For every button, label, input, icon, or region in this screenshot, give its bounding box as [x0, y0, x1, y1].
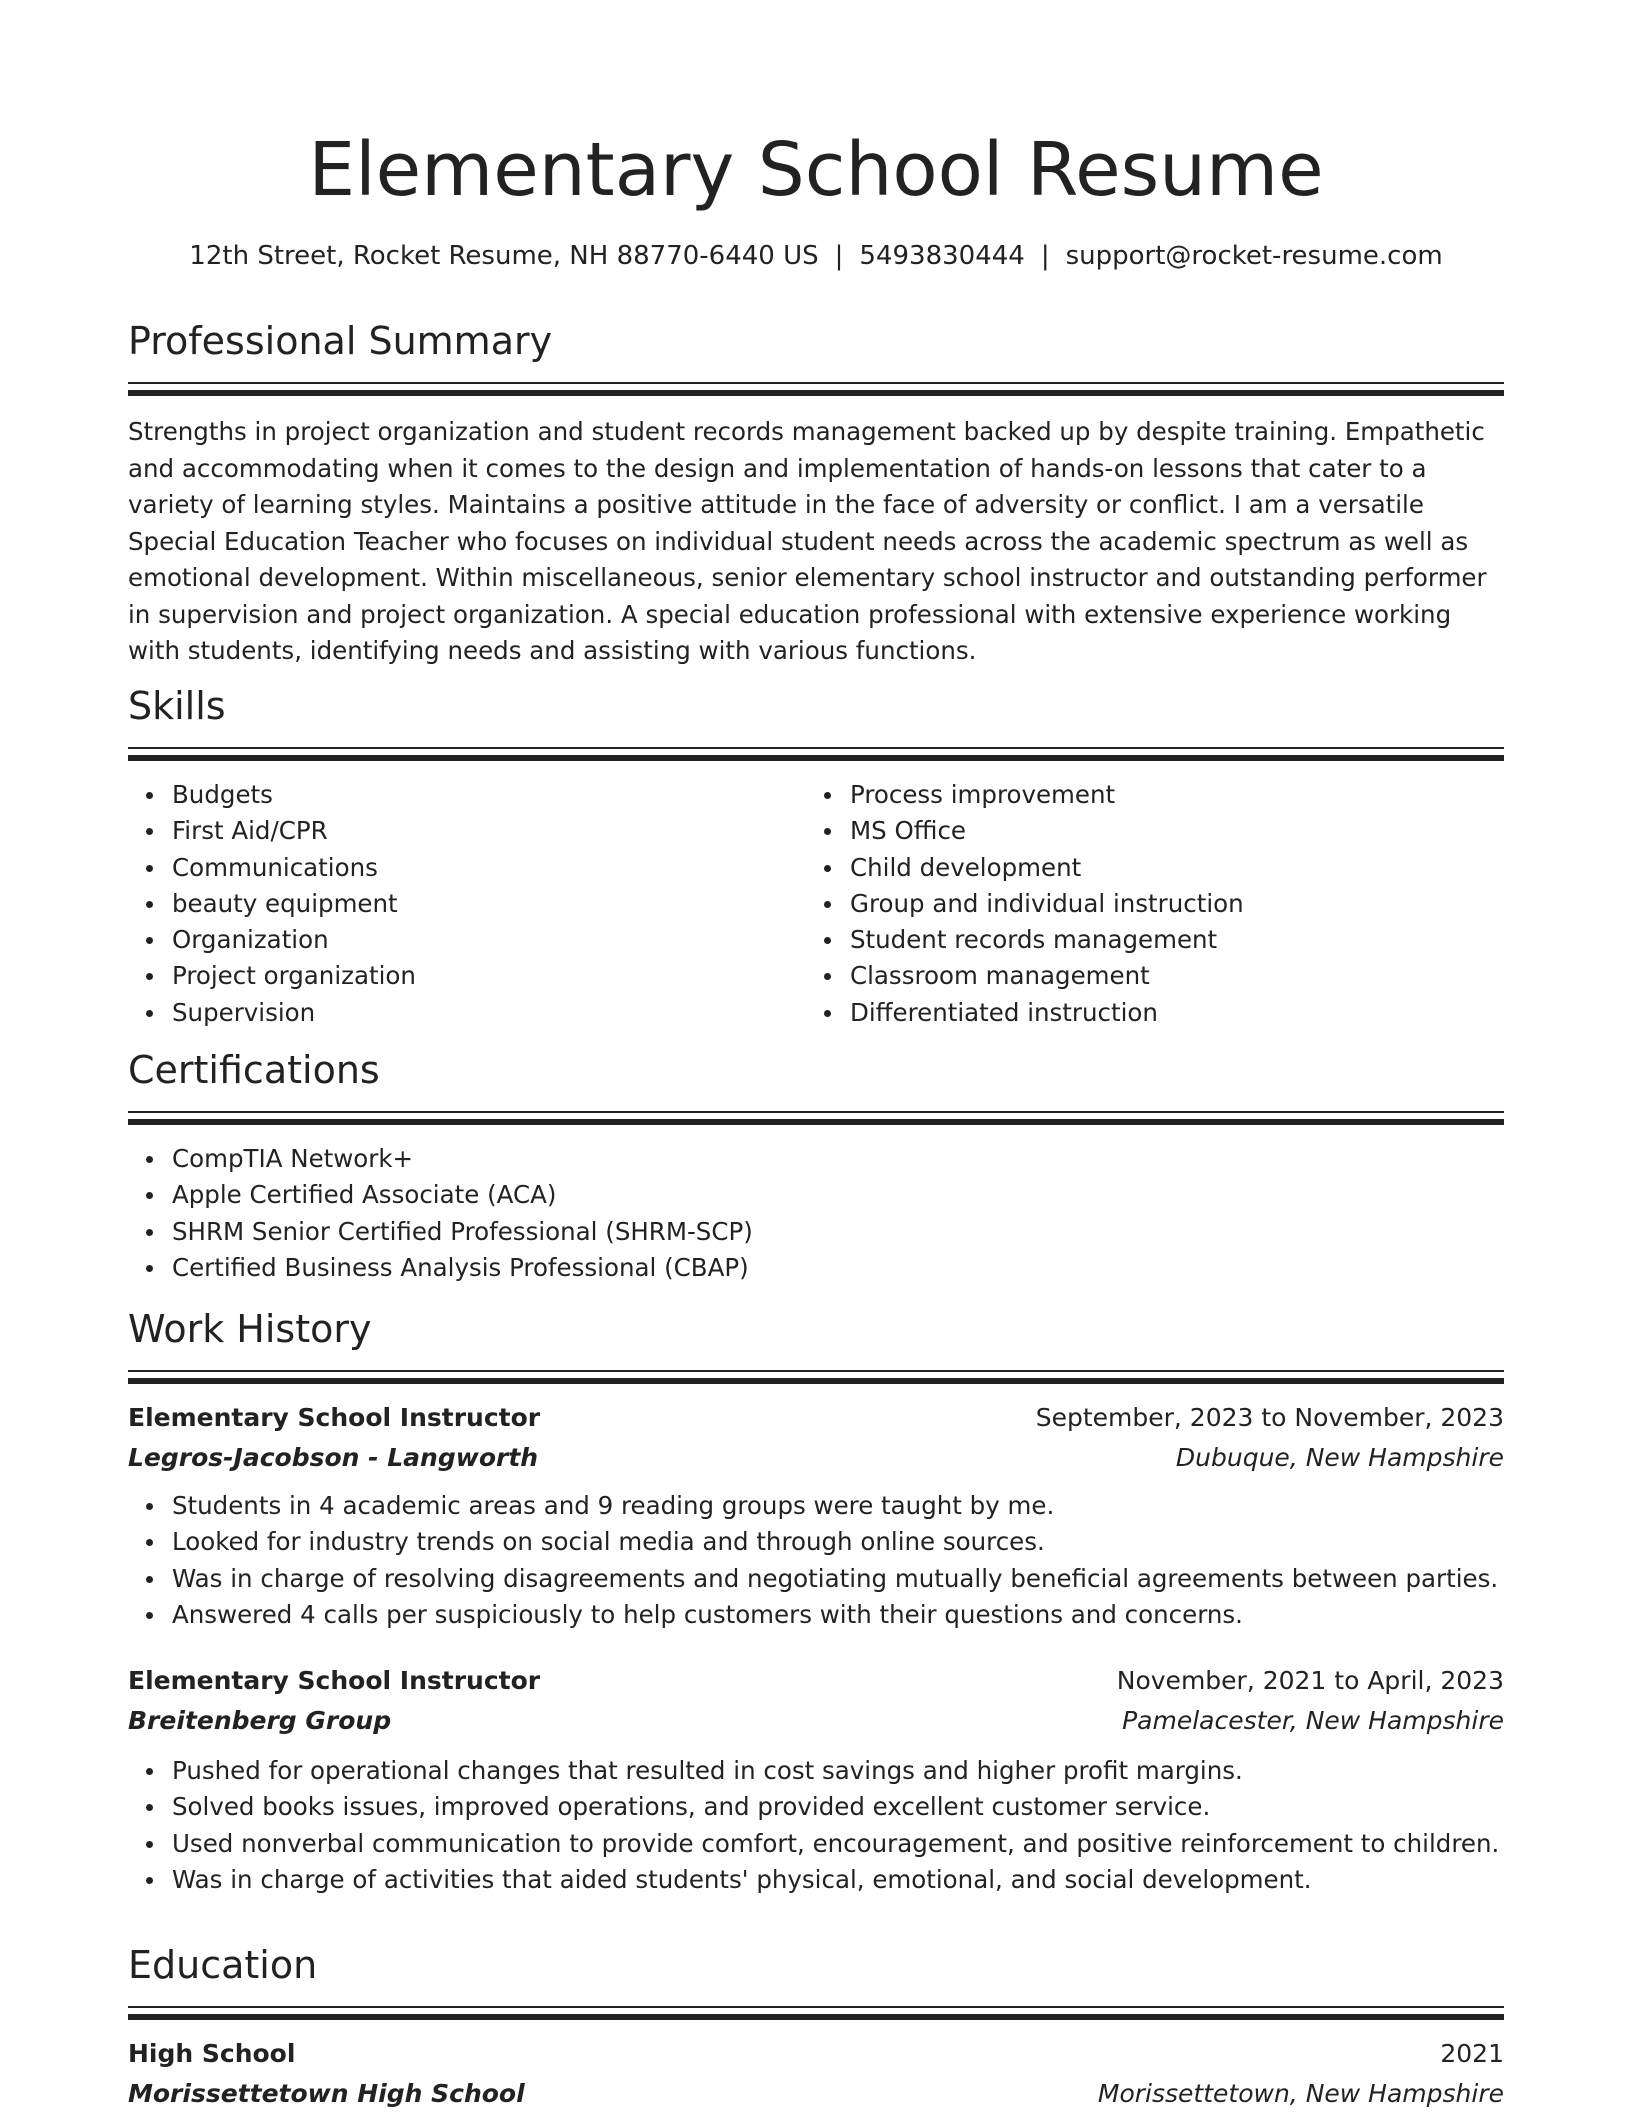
skill-item: Communications [172, 850, 806, 886]
section-divider-thick [128, 755, 1504, 761]
section-title-education: Education [128, 1943, 318, 1987]
job-bullet: Pushed for operational changes that resulted in cost savings and higher profit margins. [172, 1753, 1504, 1789]
job-organization: Legros-Jacobson - Langworth [128, 1443, 539, 1472]
education-year: 2021 [1440, 2039, 1504, 2068]
certification-item: SHRM Senior Certified Professional (SHRM-SCP) [172, 1214, 1504, 1250]
contact-email[interactable]: support@rocket-resume.com [1065, 241, 1443, 271]
education-location: Morissettetown, New Hampshire [1097, 2079, 1504, 2108]
job-subheader [128, 1438, 1504, 1478]
education-degree: High School [128, 2039, 296, 2068]
skill-item: Supervision [172, 995, 806, 1031]
skill-item: First Aid/CPR [172, 813, 806, 849]
skill-item: Budgets [172, 777, 806, 813]
skill-item: Child development [850, 850, 1484, 886]
job-header [128, 1661, 1504, 1701]
skill-item: Project organization [172, 958, 806, 994]
section-title-summary: Professional Summary [128, 319, 553, 363]
job-bullets [128, 1753, 1504, 1898]
skill-item: Student records management [850, 922, 1484, 958]
job-header [128, 1398, 1504, 1438]
section-title-work-history: Work History [128, 1307, 372, 1351]
education-section [128, 1940, 1504, 2114]
summary-text: Strengths in project organization and student records management backed up by despite training. Empathetic and accommodating when it comes to the design and implementation of hands-on lessons that cater to a variety of learning styles. Maintains a positive attitude in the face of adversity or conflict. I am a versatile Special Education Teacher who focuses on individual student needs across the academic spectrum as well as emotional development. Within miscellaneous, senior elementary school instructor and outstanding performer in supervision and project organization. A special education professional with extensive experience working with students, identifying needs and assisting with various functions. [128, 417, 1487, 665]
contact-address: 12th Street, Rocket Resume, NH 88770-6440 US [189, 241, 819, 271]
job-entry [128, 1661, 1504, 1898]
skill-item: beauty equipment [172, 886, 806, 922]
skills-columns [128, 777, 1504, 1031]
skill-item: Organization [172, 922, 806, 958]
section-divider [128, 1370, 1504, 1372]
job-dates: November, 2021 to April, 2023 [1116, 1666, 1504, 1696]
section-title-skills: Skills [128, 684, 226, 728]
education-subheader [128, 2074, 1504, 2114]
skills-section [128, 681, 1504, 1031]
job-bullet: Students in 4 academic areas and 9 reading groups were taught by me. [172, 1488, 1504, 1524]
section-divider [128, 1111, 1504, 1113]
job-location: Dubuque, New Hampshire [1175, 1443, 1504, 1472]
section-title-certifications: Certifications [128, 1048, 380, 1092]
job-bullet: Used nonverbal communication to provide comfort, encouragement, and positive reinforcement to children. [172, 1826, 1504, 1862]
job-role: Elementary School Instructor [128, 1403, 541, 1432]
skills-column-left [128, 777, 806, 1031]
job-bullet: Answered 4 calls per suspiciously to help customers with their questions and concerns. [172, 1597, 1504, 1633]
skill-item: Differentiated instruction [850, 995, 1484, 1031]
certification-item: CompTIA Network+ [172, 1141, 1504, 1177]
certifications-section [128, 1045, 1504, 1286]
certification-item: Certified Business Analysis Professional (CBAP) [172, 1250, 1504, 1286]
skills-column-right [806, 777, 1484, 1031]
certification-item: Apple Certified Associate (ACA) [172, 1177, 1504, 1213]
skill-item: Classroom management [850, 958, 1484, 994]
job-bullet: Looked for industry trends on social media and through online sources. [172, 1524, 1504, 1560]
job-subheader [128, 1701, 1504, 1741]
job-bullet: Was in charge of activities that aided students' physical, emotional, and social development. [172, 1862, 1504, 1898]
contact-phone: 5493830444 [859, 241, 1025, 271]
section-divider-thick [128, 1378, 1504, 1384]
job-bullet: Was in charge of resolving disagreements and negotiating mutually beneficial agreements between parties. [172, 1561, 1504, 1597]
education-school: Morissettetown High School [128, 2079, 525, 2108]
section-divider [128, 2006, 1504, 2008]
skills-list-right [806, 777, 1484, 1031]
section-divider-thick [128, 1119, 1504, 1125]
section-divider [128, 382, 1504, 384]
contact-separator: | [834, 241, 844, 271]
resume-title: Elementary School Resume [308, 127, 1324, 213]
work-history-section [128, 1304, 1504, 1898]
contact-separator: | [1040, 241, 1050, 271]
education-entry [128, 2034, 1504, 2114]
skill-item: Process improvement [850, 777, 1484, 813]
skills-list-left [128, 777, 806, 1031]
section-divider-thick [128, 2014, 1504, 2020]
skill-item: Group and individual instruction [850, 886, 1484, 922]
job-bullet: Solved books issues, improved operations, and provided excellent customer service. [172, 1789, 1504, 1825]
summary-section [128, 316, 1504, 670]
certifications-list [128, 1141, 1504, 1286]
job-entry [128, 1398, 1504, 1633]
job-location: Pamelacester, New Hampshire [1122, 1706, 1504, 1736]
job-role: Elementary School Instructor [128, 1666, 541, 1696]
section-divider-thick [128, 390, 1504, 396]
job-bullets [128, 1488, 1504, 1633]
education-header [128, 2034, 1504, 2074]
contact-line [128, 238, 1504, 274]
skill-item: MS Office [850, 813, 1484, 849]
job-dates: September, 2023 to November, 2023 [1035, 1403, 1504, 1432]
section-divider [128, 747, 1504, 749]
job-organization: Breitenberg Group [128, 1706, 392, 1736]
